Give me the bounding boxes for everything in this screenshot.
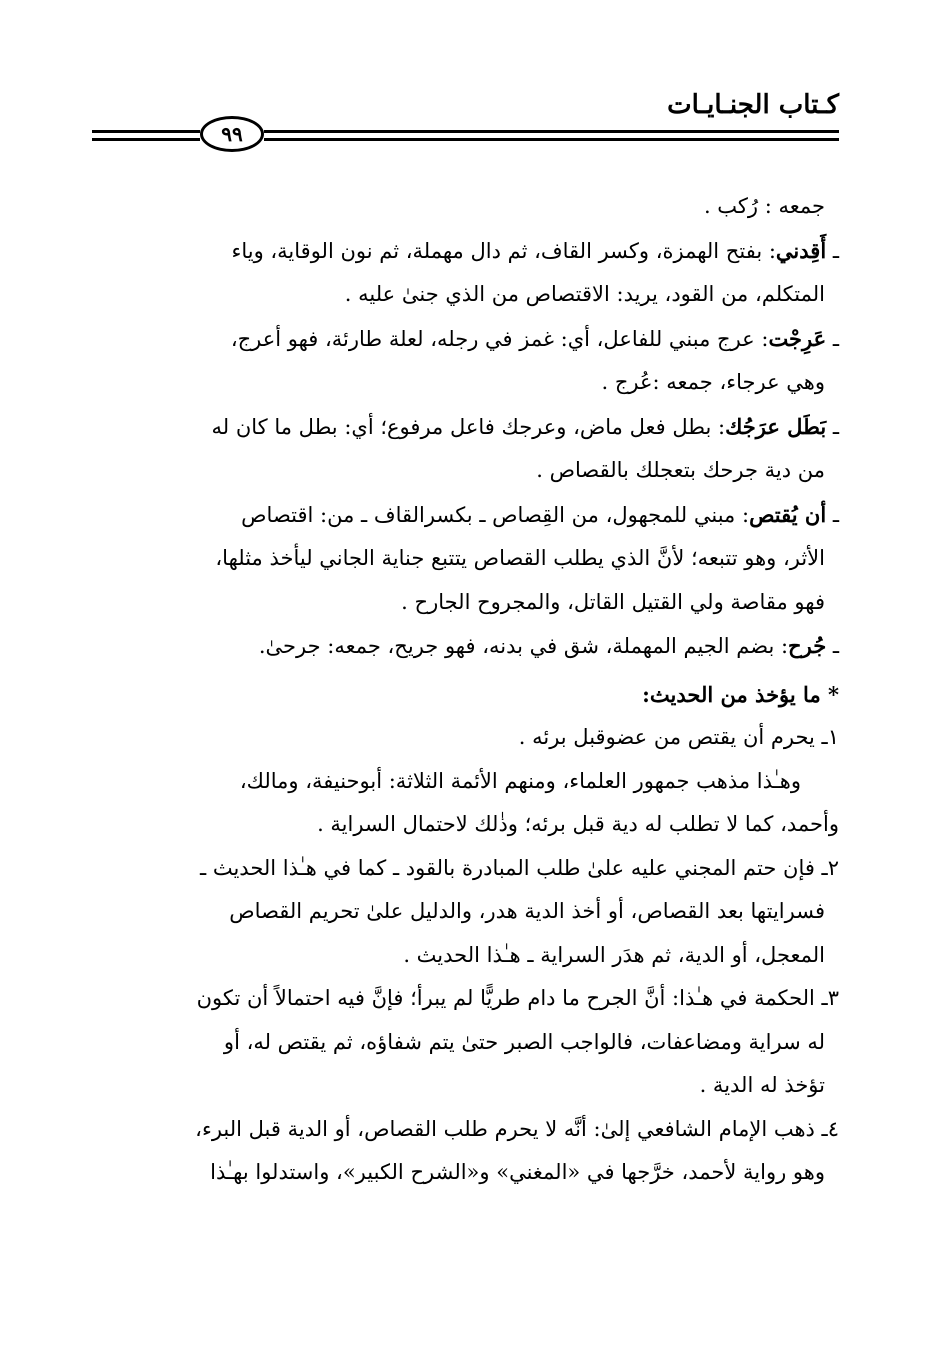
definition-text: : بطل فعل ماض، وعرجك فاعل مرفوع؛ أي: بطل ما كان له xyxy=(211,414,726,439)
text-line: فسرايتها بعد القصاص، أو أخذ الدية هدر، والدليل علىٰ تحريم القصاص xyxy=(229,899,825,923)
definition-text: : عرج مبني للفاعل، أي: غمز في رجله، لعلة طارئة، فهو أعرج، xyxy=(230,326,769,351)
text-line: جمعه : رُكب . xyxy=(703,194,825,218)
text-line: وهو رواية لأحمد، خرَّجها في «المغني» و«الشرح الكبير»، واستدلوا بهـٰذا xyxy=(210,1160,825,1184)
text-line: تؤخذ له الدية . xyxy=(699,1073,825,1097)
defined-term: عَرِجْت xyxy=(768,325,827,351)
definition-entry: ـ بَطَل عرَجُك: بطل فعل ماض، وعرجك فاعل مرفوع؛ أي: بطل ما كان له xyxy=(211,413,839,439)
defined-term: أَقِدني xyxy=(775,237,827,263)
text-line: من دية جرحك بتعجلك بالقصاص . xyxy=(536,458,825,482)
definition-text: : بضم الجيم المهملة، شق في بدنه، فهو جريح، جمعه: جرحىٰ. xyxy=(258,634,789,658)
defined-term: أن يُقتص xyxy=(749,501,827,527)
text-line: فهو مقاصة ولي القتيل القاتل، والمجروح الجارح . xyxy=(401,589,825,614)
section-heading: * ما يؤخذ من الحديث: xyxy=(642,681,839,707)
numbered-point: ٤ـ ذهب الإمام الشافعي إلىٰ: أنَّه لا يحرم طلب القصاص، أو الدية قبل البرء، xyxy=(195,1116,839,1141)
text-line: المعجل، أو الدية، ثم هدَر السراية ـ هـٰذا الحديث . xyxy=(403,942,825,967)
definition-text: : بفتح الهمزة، وكسر القاف، ثم دال مهملة، ثم نون الوقاية، وياء xyxy=(231,238,776,263)
header-rule xyxy=(264,138,839,141)
definition-entry: ـ أَقِدني: بفتح الهمزة، وكسر القاف، ثم دال مهملة، ثم نون الوقاية، وياء xyxy=(231,237,839,263)
defined-term: بَطَل عرَجُك xyxy=(725,413,827,439)
header-rule xyxy=(264,130,839,133)
text-line: وأحمد، كما لا تطلب له دية قبل برئه؛ وذٰلك لاحتمال السراية . xyxy=(317,812,839,836)
definition-entry: ـ عَرِجْت: عرج مبني للفاعل، أي: غمز في رجله، لعلة طارئة، فهو أعرج، xyxy=(230,325,839,351)
page-number: ٩٩ xyxy=(200,116,264,152)
definition-text: : مبني للمجهول، من القِصاص ـ بكسرالقاف ـ من: اقتصاص xyxy=(241,502,750,527)
header-rule xyxy=(92,130,200,133)
text-line: المتكلم، من القود، يريد: الاقتصاص من الذي جنىٰ عليه . xyxy=(344,282,825,306)
numbered-point: ١ـ يحرم أن يقتص من عضوقبل برئه . xyxy=(518,725,839,749)
text-line: وهـٰذا مذهب جمهور العلماء، ومنهم الأئمة الثلاثة: أبوحنيفة، ومالك، xyxy=(239,768,801,793)
numbered-point: ٣ـ الحكمة في هـٰذا: أنَّ الجرح ما دام طريًّا لم يبرأ؛ فإنَّ فيه احتمالاً أن تكون xyxy=(196,986,839,1010)
defined-term: جُرح xyxy=(788,633,827,658)
definition-entry: ـ أن يُقتص: مبني للمجهول، من القِصاص ـ بكسرالقاف ـ من: اقتصاص xyxy=(241,501,839,527)
text-line: الأثر، وهو تتبعه؛ لأنَّ الذي يطلب القصاص يتتبع جناية الجاني ليأخذ مثلها، xyxy=(215,546,825,570)
definition-entry: ـ جُرح: بضم الجيم المهملة، شق في بدنه، فهو جريح، جمعه: جرحىٰ. xyxy=(258,633,839,658)
text-line: له سراية ومضاعفات، فالواجب الصبر حتىٰ يتم شفاؤه، ثم يقتص له، أو xyxy=(223,1029,825,1054)
page-body xyxy=(92,185,839,1195)
header-rule xyxy=(92,138,200,141)
page-header xyxy=(92,90,839,155)
book-title: كـتاب الجنـايـات xyxy=(667,90,839,120)
text-line: وهي عرجاء، جمعه :عُرج . xyxy=(601,370,825,394)
numbered-point: ٢ـ فإن حتم المجني عليه علىٰ طلب المبادرة بالقود ـ كما في هـٰذا الحديث ـ xyxy=(200,855,839,880)
